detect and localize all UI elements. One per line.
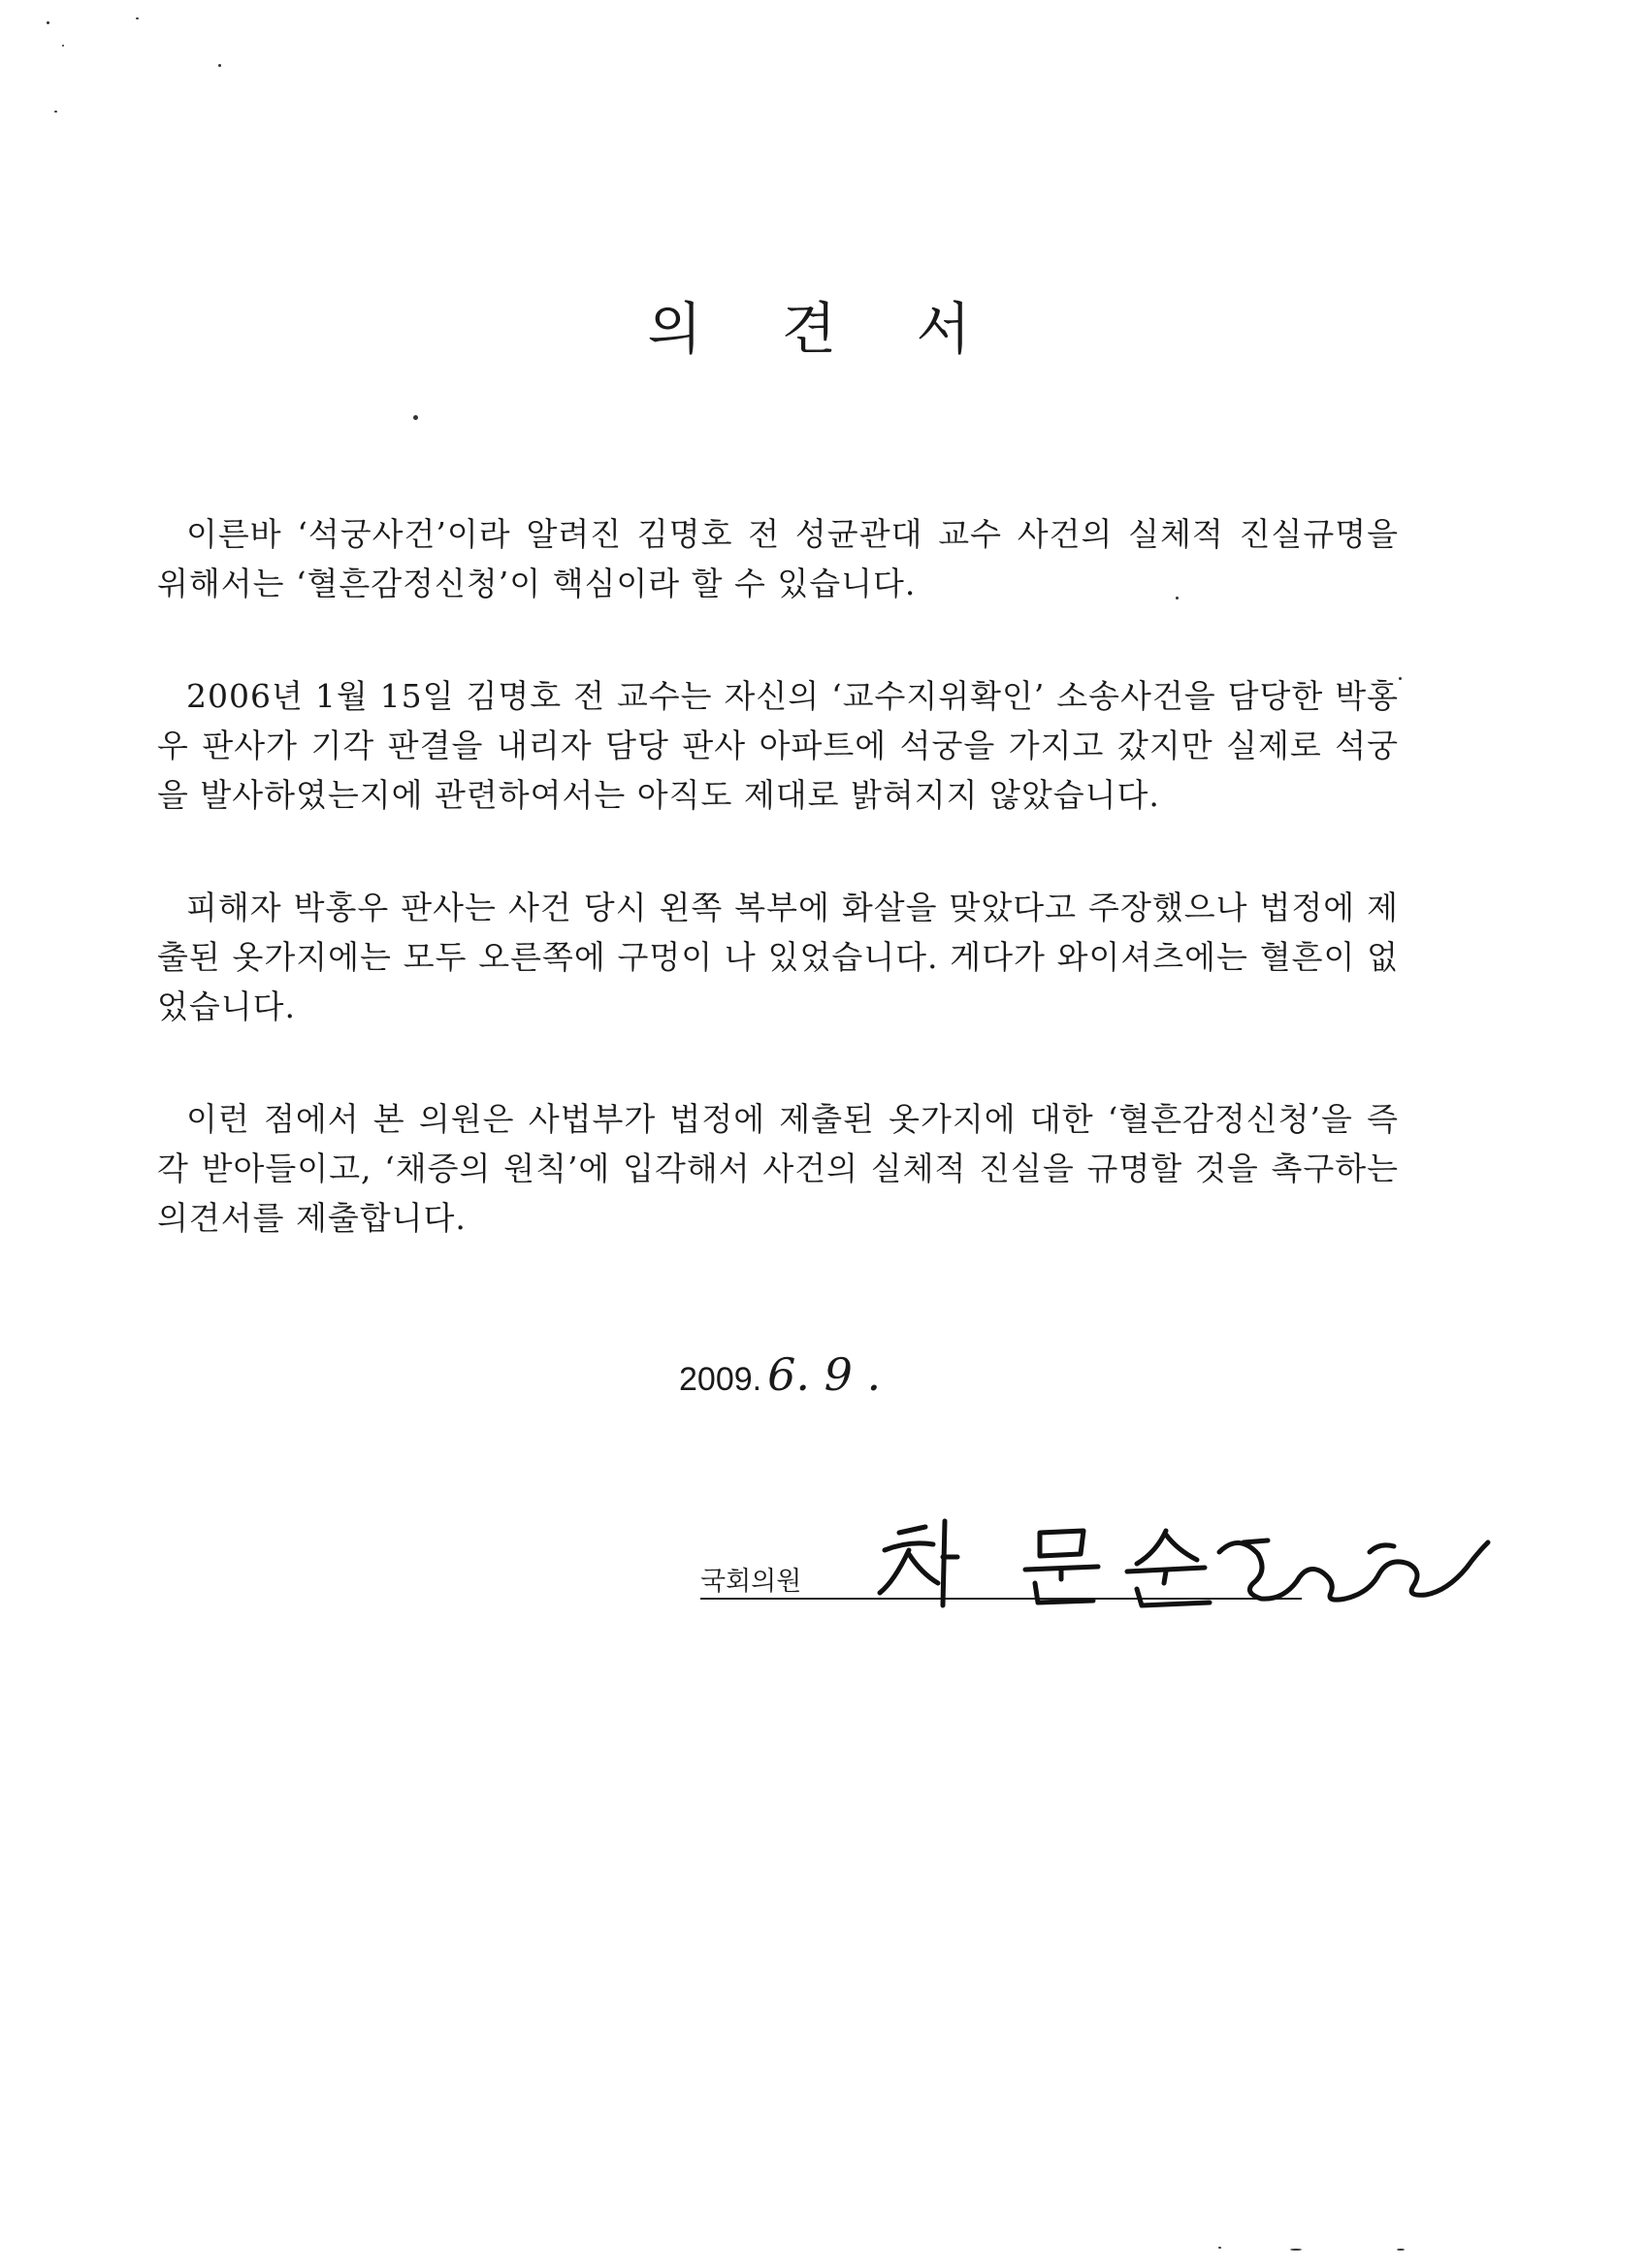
handwritten-signature — [700, 1513, 1535, 1620]
scan-speck — [413, 415, 418, 420]
date-handwritten: 6. 9 . — [767, 1348, 882, 1401]
scan-speck — [1397, 2249, 1405, 2251]
scan-speck — [1218, 2247, 1221, 2249]
scan-speck — [62, 45, 64, 47]
paragraph-2: 2006년 1월 15일 김명호 전 교수는 자신의 ‘교수지위확인’ 소송사건을 담당한 박홍우 판사가 기각 판결을 내리자 담당 판사 아파트에 석궁을 가지고 갔지만 실제로 석궁을 발사하였는지에 관련하여서는 아직도 제대로 밝혀지지 않았습니다. — [157, 677, 1399, 814]
document-body — [157, 509, 1399, 1306]
paragraph-4: 이런 점에서 본 의원은 사법부가 법정에 제출된 옷가지에 대한 ‘혈흔감정신청’을 즉각 받아들이고, ‘채증의 원칙’에 입각해서 사건의 실체적 진실을 규명할 것을 촉구하는 의견서를 제출합니다. — [157, 1100, 1399, 1237]
scan-speck — [1290, 2249, 1302, 2251]
signature-block — [700, 1513, 1535, 1620]
scan-speck — [218, 64, 221, 67]
scan-speck — [1399, 677, 1402, 680]
scan-speck — [54, 111, 57, 113]
scan-speck — [1176, 597, 1179, 599]
document-title: 의 견 서 — [647, 296, 1002, 362]
member-label: 국회의원 — [700, 1567, 802, 1597]
document-date — [679, 1348, 881, 1401]
scan-speck — [136, 17, 139, 19]
paragraph-1: 이른바 ‘석궁사건’이라 알려진 김명호 전 성균관대 교수 사건의 실체적 진실규명을 위해서는 ‘혈흔감정신청’이 핵심이라 할 수 있습니다. — [157, 515, 1399, 602]
paragraph-3: 피해자 박홍우 판사는 사건 당시 왼쪽 복부에 화살을 맞았다고 주장했으나 법정에 제출된 옷가지에는 모두 오른쪽에 구멍이 나 있었습니다. 게다가 와이셔츠에는 혈흔이 없었습니다. — [157, 889, 1399, 1025]
date-printed: 2009. — [679, 1361, 762, 1398]
scan-speck — [47, 21, 49, 24]
